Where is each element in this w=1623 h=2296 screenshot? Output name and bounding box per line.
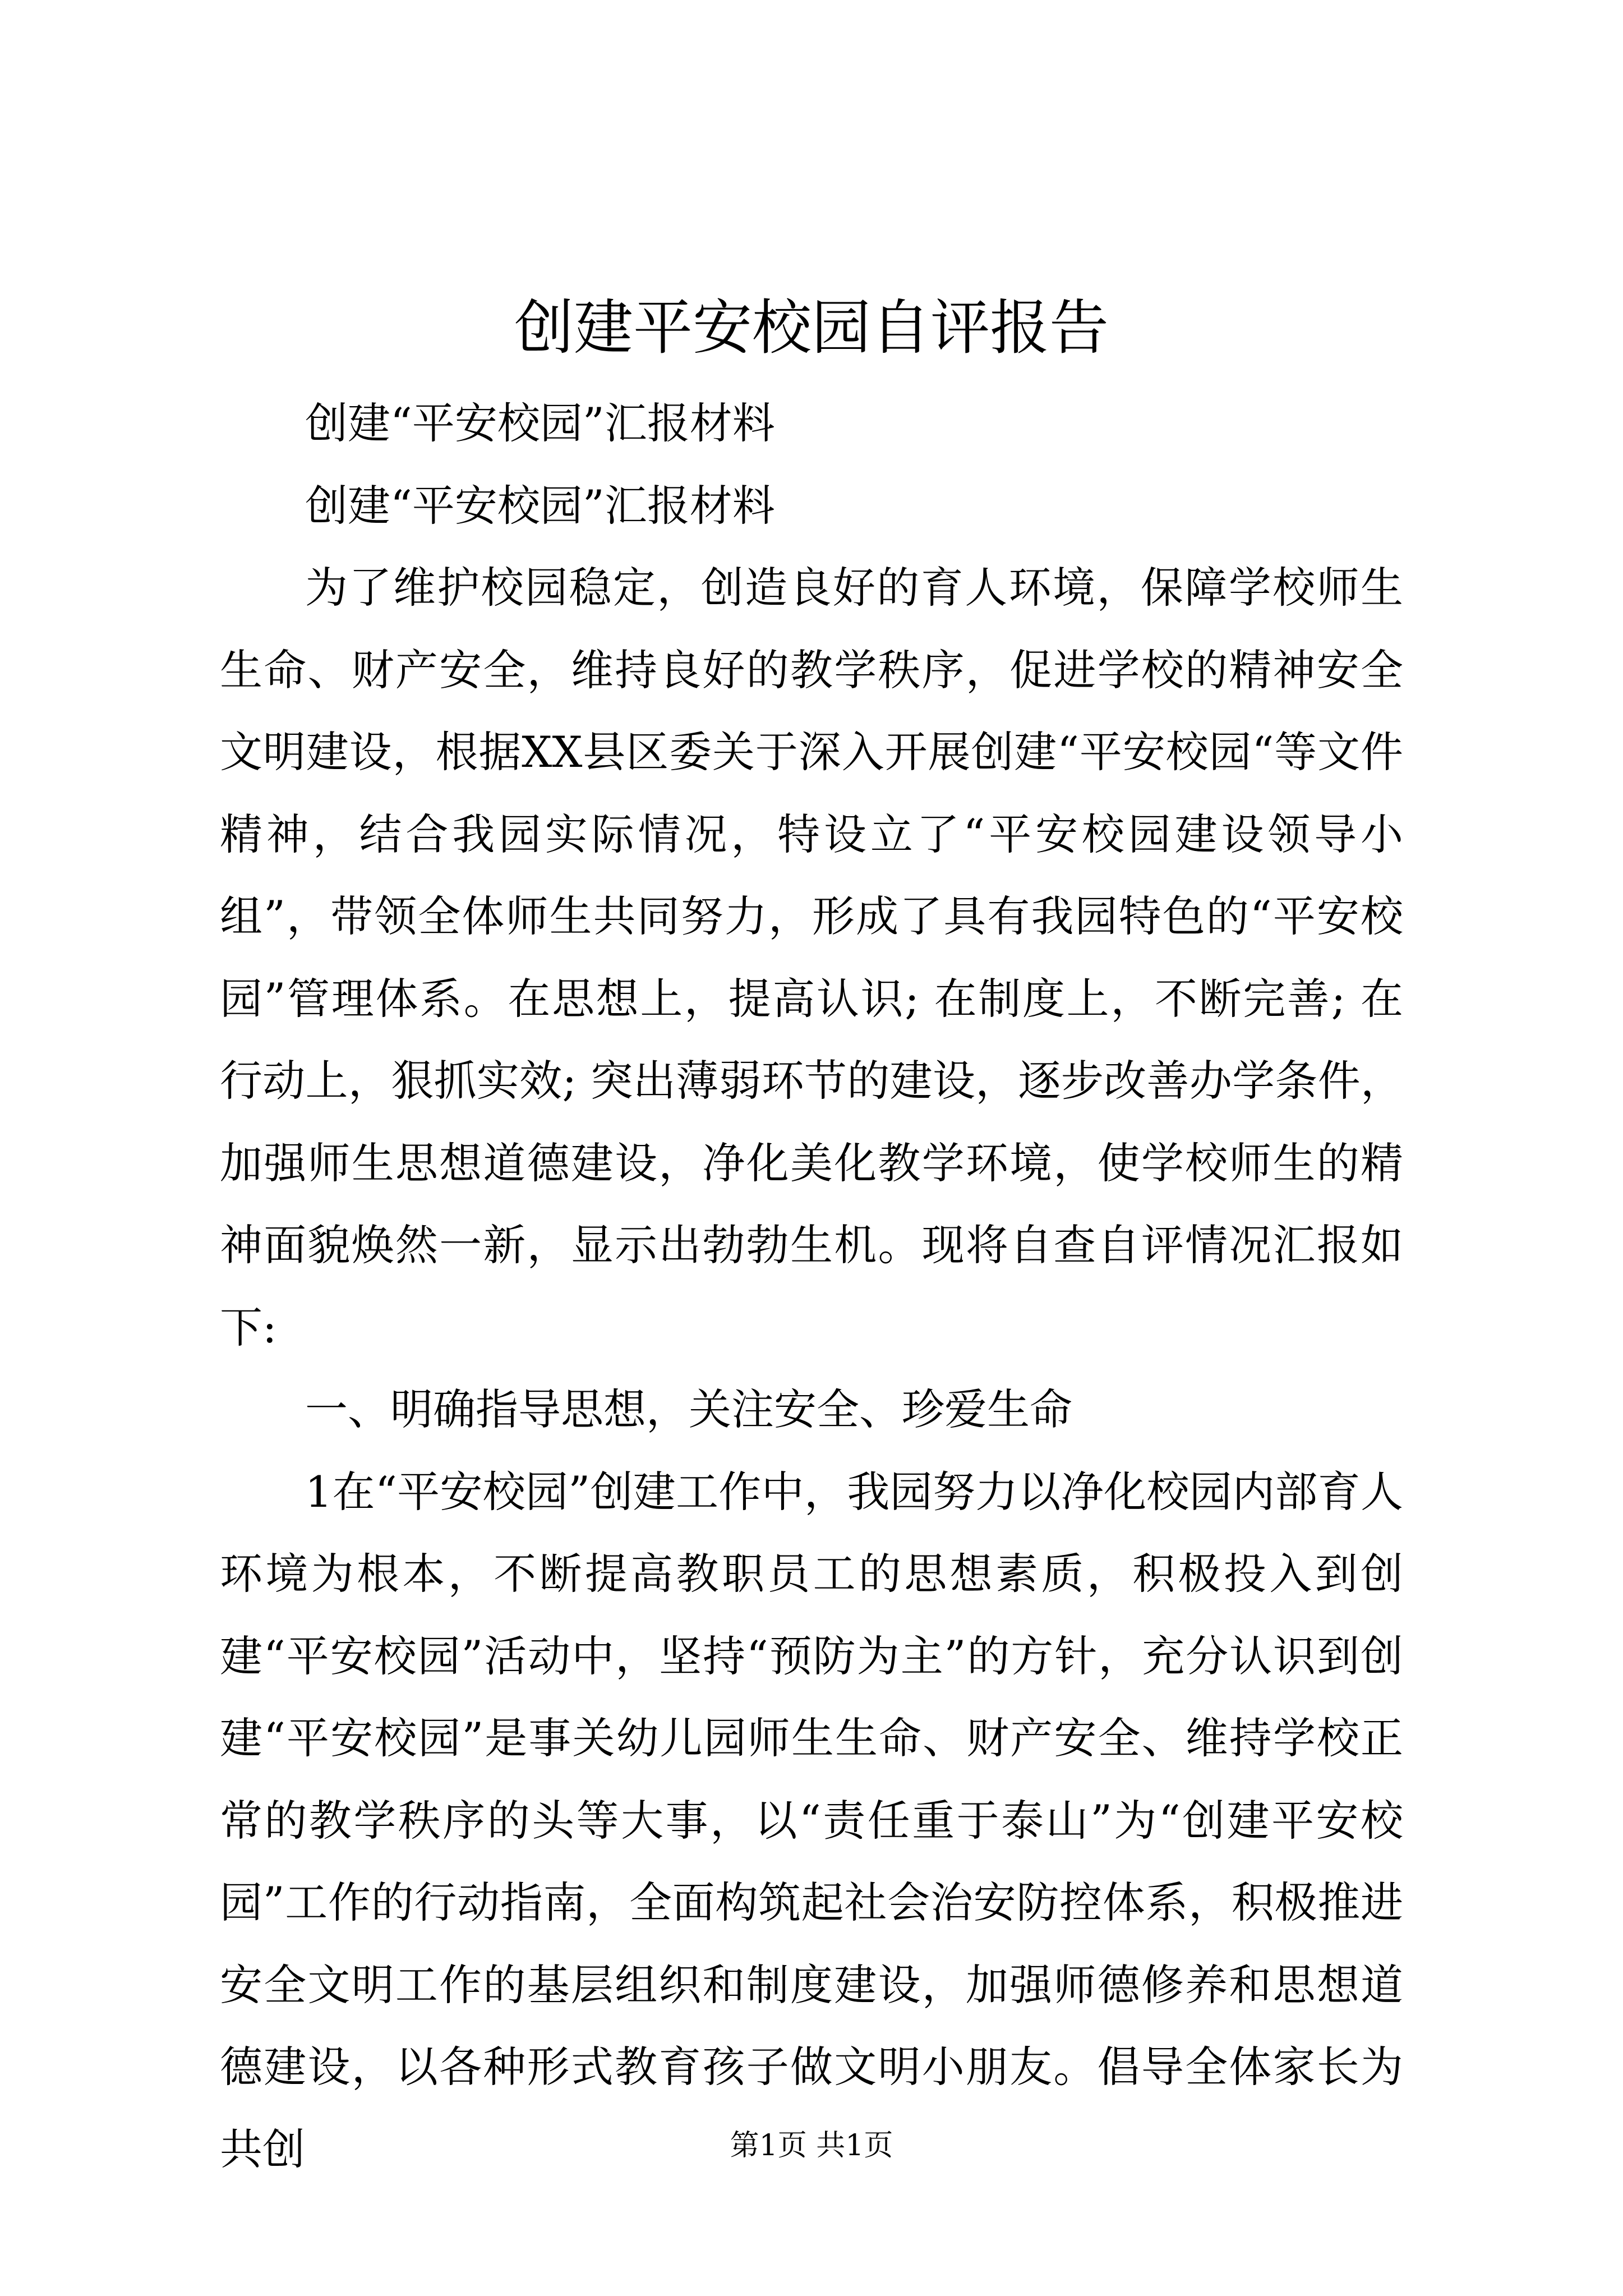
section-heading-1: 一、明确指导思想，关注安全、珍爱生命 — [305, 1384, 1072, 1434]
subtitle-line-1: 创建“平安校园”汇报材料 — [305, 398, 775, 448]
subtitle-line-2: 创建“平安校园”汇报材料 — [305, 480, 775, 531]
page-footer: 第1页 共1页 — [730, 2129, 893, 2162]
document-body — [220, 383, 1403, 2191]
section-1-paragraph: 1在“平安校园”创建工作中，我园努力以净化校园内部育人环境为根本，不断提高教职员工的思想素质，积极投入到创建“平安校园”活动中，坚持“预防为主”的方针，充分认识到创建“平安校园”是事关幼儿园师生生命、财产安全、维持学校正常的教学秩序的头等大事，以“责任重于泰山”为“创建平安校园”工作的行动指南，全面构筑起社会治安防控体系，积极推进安全文明工作的基层组织和制度建设，加强师德修养和思想道德建设，以各种形式教育孩子做文明小朋友。倡导全体家长为共创 — [220, 1466, 1403, 2174]
intro-paragraph: 为了维护校园稳定，创造良好的育人环境，保障学校师生生命、财产安全，维持良好的教学秩序，促进学校的精神安全文明建设，根据XX县区委关于深入开展创建“平安校园“等文件精神，结合我园实际情况，特设立了“平安校园建设领导小组”，带领全体师生共同努力，形成了具有我园特色的“平安校园”管理体系。在思想上，提高认识; 在制度上，不断完善; 在行动上，狠抓实效; 突出薄弱环节的建设，逐步改善办学条件，加强师生思想道德建设，净化美化教学环境，使学校师生的精神面貌焕然一新，显示出勃勃生机。现将自查自评情况汇报如下: — [220, 563, 1403, 1352]
document-title: 创建平安校园自评报告 — [514, 293, 1109, 362]
